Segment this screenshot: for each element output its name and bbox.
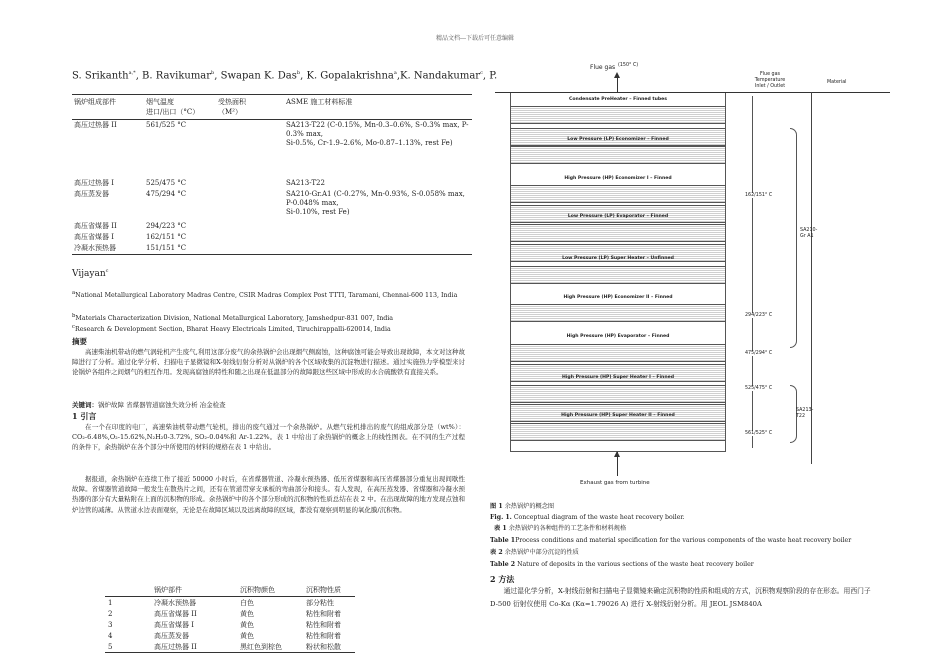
temp-label: 561/525° C bbox=[745, 431, 773, 436]
table2-caption-cn bbox=[490, 548, 579, 557]
table-row bbox=[105, 608, 355, 619]
caption-text: 余热锅炉的各种组件的工艺条件和材料规格 bbox=[508, 525, 627, 532]
component-label: Condensate PreHeater – Finned tubes bbox=[569, 97, 667, 102]
temp-label: 162/151° C bbox=[745, 193, 773, 198]
affiliation bbox=[72, 289, 467, 300]
table-row bbox=[105, 630, 355, 641]
table1-header: ASME 施工材料标准 bbox=[284, 95, 472, 120]
table-cell: 冷凝水预热器 bbox=[72, 243, 144, 255]
section-1-title: 1 引言 bbox=[72, 411, 97, 421]
table-cell: 高压省煤器 I bbox=[74, 232, 114, 241]
table1-caption-cn bbox=[494, 524, 626, 533]
temp-label: 525/475° C bbox=[745, 386, 773, 391]
table-row bbox=[72, 120, 472, 178]
table-cell: SA210-Gr.A1 (C-0.27%, Mn-0.93%, S-0.058% max, P-0.048% max, Si-0.10%, rest Fe) bbox=[286, 189, 465, 216]
table-cell: SA213-T22 bbox=[286, 178, 325, 187]
caption-label: 表 2 bbox=[490, 549, 503, 556]
tube-bank bbox=[511, 304, 725, 322]
tube-bank bbox=[511, 266, 725, 284]
table-row bbox=[72, 221, 472, 232]
table-cell: 151/151 °C bbox=[144, 243, 216, 255]
component-label: High Pressure (HP) Economizer II – Finned bbox=[563, 295, 673, 300]
table-cell bbox=[216, 221, 284, 232]
table-cell: 561/525 °C bbox=[146, 121, 187, 129]
table-cell: 高压过热器 I bbox=[74, 178, 114, 187]
table-cell: 高压省煤器 I bbox=[154, 620, 194, 629]
table-cell bbox=[216, 178, 284, 189]
affiliation bbox=[72, 323, 467, 334]
affiliation-text: Research & Development Section, Bharat Heavy Electricals Limited, Tiruchirappalli-620014, India bbox=[74, 326, 391, 334]
author: , Swapan K. Das bbox=[214, 70, 297, 82]
flue-gas-temp: (150° C) bbox=[618, 63, 639, 68]
table-cell: 525/475 °C bbox=[146, 178, 187, 187]
table-cell: 高压过热器 II bbox=[74, 121, 117, 129]
fig1-caption-en bbox=[490, 513, 685, 522]
table-row bbox=[72, 232, 472, 243]
keywords-text: 锅炉故障 省煤器管道腐蚀失效分析 冶金检查 bbox=[98, 401, 226, 409]
table-row bbox=[105, 597, 355, 609]
tube-bank bbox=[511, 344, 725, 362]
diagram-top-rule bbox=[495, 92, 890, 93]
author-sup: b bbox=[296, 70, 301, 76]
tube-bank bbox=[511, 423, 725, 441]
tube-bank bbox=[511, 385, 725, 403]
table-cell bbox=[216, 243, 284, 255]
author-sup: a,* bbox=[128, 70, 136, 76]
table-cell: 162/151 °C bbox=[146, 232, 187, 241]
caption-label: Table 1 bbox=[490, 537, 516, 544]
tube-bank bbox=[511, 146, 725, 164]
author-sup: c bbox=[105, 268, 109, 274]
author: , P. bbox=[482, 70, 498, 82]
caption-text: Nature of deposits in the various sections of the waste heat recovery boiler bbox=[517, 561, 754, 568]
table1-header: 锅炉组成部件 bbox=[72, 95, 144, 120]
table-cell: 粘性和附着 bbox=[306, 631, 341, 640]
table-cell: 粘性和附着 bbox=[306, 620, 341, 629]
boiler-wall-right bbox=[725, 93, 726, 451]
flue-arrow-line bbox=[617, 76, 618, 92]
table-1 bbox=[72, 94, 472, 255]
caption-text: 余热锅炉中部分沉淀的性质 bbox=[504, 549, 579, 556]
caption-label: 表 1 bbox=[494, 525, 507, 532]
table2-header: 沉积物颜色 bbox=[237, 584, 303, 597]
tube-bank bbox=[511, 224, 725, 242]
affiliation-sup: a bbox=[72, 290, 76, 296]
table-cell bbox=[216, 120, 284, 178]
abstract-text: 高速柴油机带动的燃气涡轮机产生废气,利用这部分废气的余热锅炉会出现烟气侧腐蚀，这种腐蚀可能会导致出现故障，本文对这种故障进行了分析。通过化学分析、扫描电子显微镜和X-射线衍射分析对从锅炉的各个区域收集的沉淀物进行描述。通过实施热力学模型来讨论锅炉各组件之间烟气的相互作用。发现高腐蚀的特性和随之出现在低温部分的故障跟这些区域中形成的水合硫酸铁有直接关系。 bbox=[72, 348, 465, 377]
table-cell bbox=[216, 232, 284, 243]
method-paragraph: 通过湿化学分析，X-射线衍射和扫描电子显微镜来确定沉积物的性质和组成的方式，沉积物观察阶段的存在形态。用西门子 D-500 衍射仪使用 Co-Kα (Kα=1.79026 A) 进行 X-射线衍射分析。用 JEOL JSM840A bbox=[490, 587, 871, 608]
author-sup: a bbox=[393, 70, 397, 76]
table-cell: 高压省煤器 II bbox=[74, 221, 117, 230]
keywords-label: 关键词： bbox=[72, 401, 98, 409]
table-row bbox=[72, 178, 472, 189]
table-cell: 黄色 bbox=[240, 609, 254, 618]
table-cell bbox=[284, 221, 472, 232]
table-cell bbox=[284, 232, 472, 243]
table-row bbox=[72, 243, 472, 255]
affiliation-text: Materials Characterization Division, National Metallurgical Laboratory, Jamshedpur-831 007, India bbox=[75, 315, 394, 323]
table-cell: 粉状和松散 bbox=[303, 641, 355, 653]
table-cell: 黄色 bbox=[240, 631, 254, 640]
author: Vijayan bbox=[72, 269, 106, 279]
arrow-up-icon bbox=[614, 72, 620, 78]
author-list bbox=[72, 70, 497, 81]
table-cell: 3 bbox=[108, 620, 113, 629]
table-cell: 475/294 °C bbox=[146, 189, 187, 198]
arrow-up-icon bbox=[614, 451, 620, 457]
table1-caption-en bbox=[490, 536, 851, 545]
tube-bank bbox=[511, 185, 725, 203]
keywords bbox=[72, 400, 226, 409]
component-label: High Pressure (HP) Super Heater II – Finned bbox=[561, 413, 675, 418]
affiliation bbox=[72, 312, 467, 323]
table-cell: 5 bbox=[105, 641, 151, 653]
author: , B. Ravikumar bbox=[135, 70, 212, 82]
table2-header bbox=[105, 584, 151, 597]
fig1-caption-cn bbox=[490, 502, 554, 511]
material-label: SA210- Gr A1 bbox=[800, 228, 818, 239]
component-label: Low Pressure (LP) Economizer – Finned bbox=[567, 137, 669, 142]
table-cell: 1 bbox=[108, 598, 113, 607]
author: ,K. Nandakumar bbox=[396, 70, 481, 82]
exhaust-label: Exhaust gas from turbine bbox=[580, 480, 650, 486]
temp-label: 475/294° C bbox=[745, 351, 773, 356]
temp-column-header: Flue gas Temperature Inlet / Outlet bbox=[754, 72, 786, 89]
table1-header: 烟气温度 进口/出口（°C） bbox=[144, 95, 216, 120]
material-bracket bbox=[790, 128, 797, 348]
component-label: High Pressure (HP) Economizer I – Finned bbox=[564, 176, 672, 181]
table-row bbox=[72, 189, 472, 221]
material-column-header: Material bbox=[827, 80, 847, 85]
section-2-title: 2 方法 bbox=[490, 574, 515, 584]
table-row bbox=[105, 641, 355, 653]
intro-paragraph-2: 据报道，余热锅炉在连续工作了接近 50000 小时后，在省煤器管道、冷凝水预热器、低压省煤器和高压省煤器部分重复出现间歇性故障。省煤器管道故障一般发生在散热片之间，还有在管道贯穿支承板的弯曲部分和接头。有人发现，在高压蒸发器、省煤器和冷凝水预热器的部分有大量粘附在上面的沉积物的形成。余热锅炉中的各个部分形成的沉积物的性质总结在表 2 中。在出现故障的地方发现点蚀和炉边管的减薄。从管道水边表面观察，无论是在故障区域以及远离故障的区域，都没有观察到明显的氧化膜/沉积物。 bbox=[72, 475, 465, 514]
affiliation-text: National Metallurgical Laboratory Madras Centre, CSIR Madras Complex Post TTTI, Taramani, Chennai-600 113, India bbox=[75, 292, 458, 300]
component-label: High Pressure (HP) Super Heater I – Finned bbox=[562, 375, 674, 380]
table2-caption-en bbox=[490, 560, 754, 569]
table-cell: 黑红色到棕色 bbox=[237, 641, 303, 653]
table-cell: 部分粘性 bbox=[306, 598, 334, 607]
component-label: High Pressure (HP) Evaporator – Finned bbox=[566, 334, 670, 339]
author: , K. Gopalakrishna bbox=[300, 70, 394, 82]
table2-header: 沉积物性质 bbox=[303, 584, 355, 597]
caption-text: 余热锅炉的概念图 bbox=[504, 503, 555, 510]
intro-paragraph-1: 在一个在印度的电厂，高速柴油机带动燃气轮机，排出的废气通过一个余热锅炉。从燃气轮机排出的废气的组成部分是（wt%）：CO₂-6.48%,O₂-15.62%,N₂H₂0-3.72%, SO₂-0.04%和 Ar-1.22%。表 1 中给出了余热锅炉的概念上的线性图表。在不同的生产过程的条件下，余热锅炉在各个部分中所使用的材料的规格在表 1 中给出。 bbox=[72, 423, 465, 452]
temp-bracket-line bbox=[752, 96, 753, 448]
table2-header: 锅炉部件 bbox=[151, 584, 237, 597]
caption-text: Conceptual diagram of the waste heat recovery boiler. bbox=[513, 514, 685, 521]
table1-header: 受热面积 （M²） bbox=[216, 95, 284, 120]
table-cell: 高压过热器 II bbox=[151, 641, 237, 653]
author-sup: c bbox=[480, 70, 483, 76]
author: S. Srikanth bbox=[72, 70, 129, 82]
affiliation-sup: c bbox=[72, 324, 75, 330]
table-row bbox=[105, 619, 355, 630]
table-cell: 2 bbox=[108, 609, 113, 618]
table-cell: 白色 bbox=[240, 598, 254, 607]
temp-label: 294/223° C bbox=[745, 313, 773, 318]
page-header: 精品文档---下载后可任意编辑 bbox=[435, 35, 515, 42]
component-label: Low Pressure (LP) Super Heater – Unfinned bbox=[562, 256, 674, 261]
table-cell: 粘性和附着 bbox=[306, 609, 341, 618]
author-sup: b bbox=[211, 70, 215, 76]
table-cell: 高压蒸发器 bbox=[154, 631, 189, 640]
caption-label: 图 1 bbox=[490, 503, 503, 510]
table-2 bbox=[105, 584, 355, 653]
author-continued bbox=[72, 268, 108, 279]
table-cell: 高压省煤器 II bbox=[154, 609, 197, 618]
table-cell bbox=[284, 243, 472, 255]
caption-text: Process conditions and material specification for the various components of the waste heat recovery boiler bbox=[515, 537, 852, 544]
material-label: SA213- T22 bbox=[796, 408, 814, 419]
table-cell bbox=[216, 189, 284, 221]
table-cell: 黄色 bbox=[240, 620, 254, 629]
affiliation-sup: b bbox=[72, 313, 76, 319]
flue-gas-label: Flue gas bbox=[590, 64, 616, 71]
table-cell: 冷凝水预热器 bbox=[154, 598, 196, 607]
table-cell: 高压蒸发器 bbox=[74, 189, 109, 198]
table-cell: SA213-T22 (C-0.15%, Mn-0.3–0.6%, S-0.3% max, P-0.3% max, Si-0.5%, Cr-1.9–2.6%, Mo-0.87–1.13%, rest Fe) bbox=[286, 121, 469, 147]
tube-bank bbox=[511, 106, 725, 124]
abstract-title: 摘要 bbox=[72, 337, 87, 346]
table-cell: 4 bbox=[108, 631, 113, 640]
caption-label: Table 2 bbox=[490, 561, 516, 568]
component-label: Low Pressure (LP) Evaporator – Finned bbox=[567, 214, 669, 219]
caption-label: Fig. 1. bbox=[490, 514, 512, 521]
table-cell: 294/223 °C bbox=[146, 221, 187, 230]
